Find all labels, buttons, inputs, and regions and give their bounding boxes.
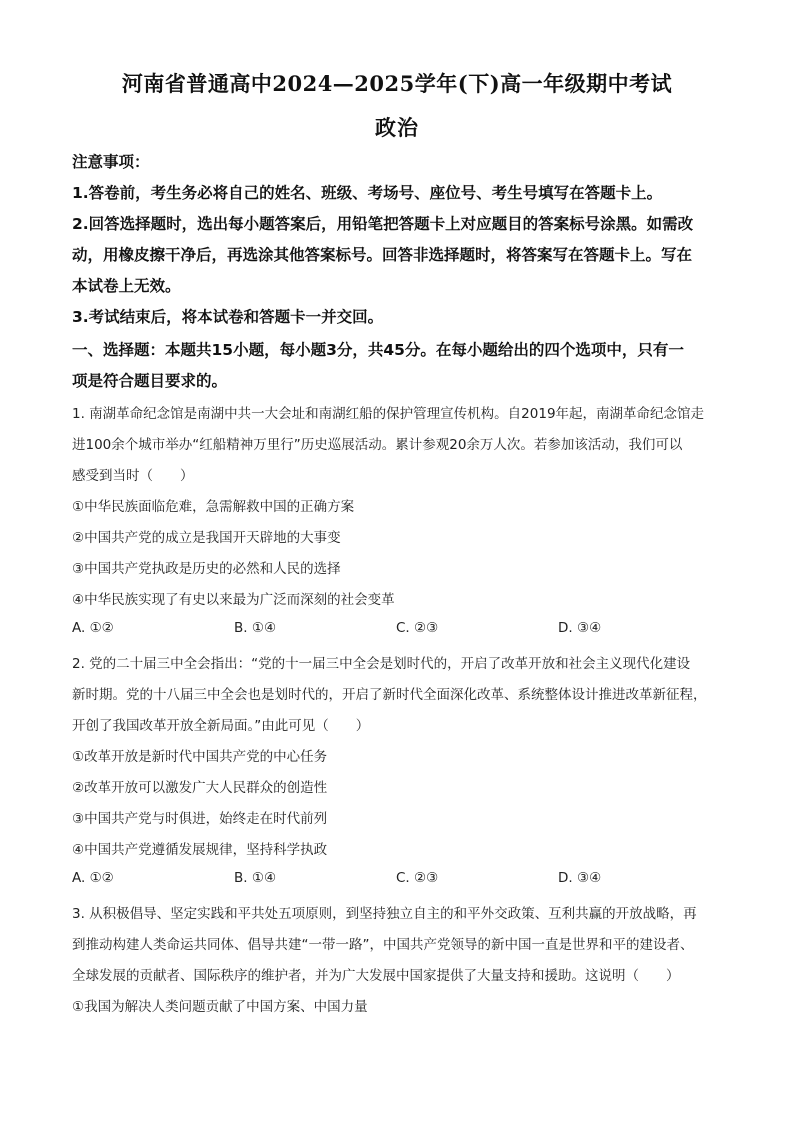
- q3-stem-line-3: 全球发展的贡献者、国际秩序的维护者，并为广大发展中国家提供了大量支持和援助。这说明（ ）: [72, 968, 680, 984]
- q2-option-b: B. ①④: [234, 870, 277, 886]
- exam-title: 河南省普通高中2024—2025学年(下)高一年级期中考试: [121, 71, 673, 96]
- section-heading-line-1: 一、选择题：本题共15小题，每小题3分，共45分。在每小题给出的四个选项中，只有一: [72, 341, 684, 359]
- q2-statement-3: ③中国共产党与时俱进，始终走在时代前列: [72, 811, 328, 827]
- notice-item-1: 1.答卷前，考生务必将自己的姓名、班级、考场号、座位号、考生号填写在答题卡上。: [72, 184, 663, 202]
- subject-title: 政治: [375, 115, 419, 140]
- q3-stem-line-2: 到推动构建人类命运共同体、倡导共建“一带一路”，中国共产党领导的新中国一直是世界和平的建设者、: [72, 937, 694, 953]
- q3-stem-line-1: 3. 从积极倡导、坚定实践和平共处五项原则，到坚持独立自主的和平外交政策、互利共赢的开放战略，再: [72, 906, 697, 922]
- q1-stem-line-1: 1. 南湖革命纪念馆是南湖中共一大会址和南湖红船的保护管理宣传机构。自2019年起，南湖革命纪念馆走: [72, 406, 705, 422]
- q2-statement-2: ②改革开放可以激发广大人民群众的创造性: [72, 780, 328, 796]
- q1-stem-line-2: 进100余个城市举办“红船精神万里行”历史巡展活动。累计参观20余万人次。若参加该活动，我们可以: [72, 437, 683, 453]
- q1-statement-3: ③中国共产党执政是历史的必然和人民的选择: [72, 561, 341, 577]
- q2-option-c: C. ②③: [396, 870, 439, 886]
- q1-option-d: D. ③④: [558, 620, 602, 636]
- notice-item-3: 3.考试结束后，将本试卷和答题卡一并交回。: [72, 308, 384, 326]
- q1-statement-2: ②中国共产党的成立是我国开天辟地的大事变: [72, 530, 341, 546]
- q2-stem-line-1: 2. 党的二十届三中全会指出：“党的十一届三中全会是划时代的，开启了改革开放和社会主义现代化建设: [72, 656, 691, 672]
- q1-statement-4: ④中华民族实现了有史以来最为广泛而深刻的社会变革: [72, 592, 395, 608]
- q2-stem-line-2: 新时期。党的十八届三中全会也是划时代的，开启了新时代全面深化改革、系统整体设计推进改革新征程，: [72, 687, 707, 703]
- section-heading-line-2: 项是符合题目要求的。: [72, 372, 228, 390]
- q2-option-d: D. ③④: [558, 870, 602, 886]
- q2-stem-line-3: 开创了我国改革开放全新局面。”由此可见（ ）: [72, 718, 370, 734]
- q1-statement-1: ①中华民族面临危难，急需解救中国的正确方案: [72, 499, 355, 515]
- notice-item-2-line-3: 本试卷上无效。: [72, 277, 181, 295]
- q2-option-a: A. ①②: [72, 870, 114, 886]
- notice-item-2-line-2: 动，用橡皮擦干净后，再选涂其他答案标号。回答非选择题时，将答案写在答题卡上。写在: [72, 246, 693, 264]
- q1-option-c: C. ②③: [396, 620, 439, 636]
- q2-statement-4: ④中国共产党遵循发展规律，坚持科学执政: [72, 842, 328, 858]
- q2-statement-1: ①改革开放是新时代中国共产党的中心任务: [72, 749, 328, 765]
- q1-option-b: B. ①④: [234, 620, 277, 636]
- q1-option-a: A. ①②: [72, 620, 114, 636]
- q3-statement-1: ①我国为解决人类问题贡献了中国方案、中国力量: [72, 999, 368, 1015]
- notice-heading: 注意事项：: [72, 153, 150, 171]
- q1-stem-line-3: 感受到当时（ ）: [72, 468, 194, 484]
- notice-item-2-line-1: 2.回答选择题时，选出每小题答案后，用铅笔把答题卡上对应题目的答案标号涂黑。如需改: [72, 215, 694, 233]
